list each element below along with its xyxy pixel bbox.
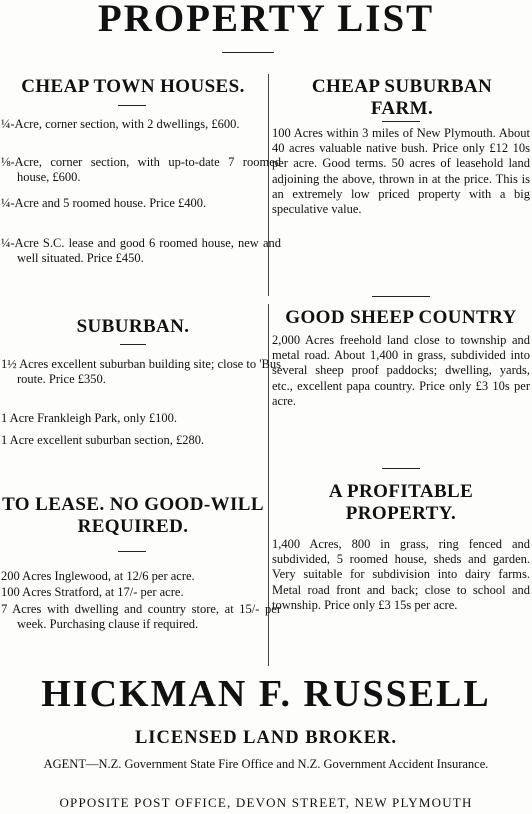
lease-listing: 7 Acres with dwelling and country store, at 15/- per week. Purchasing clause if required. bbox=[1, 602, 281, 632]
town-house-listing: ¼-Acre, corner section, with 2 dwellings, £600. bbox=[1, 117, 240, 131]
profitable-heading: A PROFITABLE PROPERTY. bbox=[328, 481, 474, 524]
town-houses-rule bbox=[118, 105, 146, 106]
lease-listing: 100 Acres Stratford, at 17/- per acre. bbox=[1, 585, 184, 599]
sheep-end-rule bbox=[382, 468, 420, 469]
suburban-listing: 1 Acre Frankleigh Park, only £100. bbox=[1, 411, 178, 425]
town-house-listing: ¼-Acre S.C. lease and good 6 roomed house, new and well situated. Price £450. bbox=[1, 236, 281, 266]
profitable-description: 1,400 Acres, 800 in grass, ring fenced and subdivided, 5 roomed house, sheds and garden. Very suitable for subdivision into dairy farms. Metal road front and back; close to school and township. Price only £3 15s per acre. bbox=[272, 537, 530, 612]
lease-rule bbox=[118, 551, 146, 552]
town-house-listing: ⅛-Acre, corner section, with up-to-date 7 roomed house, £600. bbox=[1, 155, 281, 185]
page-title: PROPERTY LIST bbox=[97, 0, 435, 40]
town-house-listing: ¼-Acre and 5 roomed house. Price £400. bbox=[1, 196, 207, 210]
lease-listing: 200 Acres Inglewood, at 12/6 per acre. bbox=[1, 569, 195, 583]
broker-occupation: LICENSED LAND BROKER. bbox=[134, 728, 398, 748]
lease-heading: TO LEASE. NO GOOD-WILL REQUIRED. bbox=[2, 494, 264, 537]
agent-line: AGENT—N.Z. Government State Fire Office and N.Z. Government Accident Insurance. bbox=[43, 757, 489, 771]
farm-heading: CHEAP SUBURBAN FARM. bbox=[311, 76, 493, 119]
broker-name: HICKMAN F. RUSSELL bbox=[41, 673, 491, 715]
suburban-listing: 1 Acre excellent suburban section, £280. bbox=[1, 433, 205, 447]
farm-end-rule bbox=[372, 296, 430, 297]
address-line: OPPOSITE POST OFFICE, DEVON STREET, NEW PLYMOUTH bbox=[59, 795, 473, 810]
suburban-listing: 1½ Acres excellent suburban building site; close to 'Bus route. Price £350. bbox=[1, 357, 281, 387]
title-rule bbox=[222, 52, 274, 53]
sheep-heading: GOOD SHEEP COUNTRY bbox=[285, 307, 517, 328]
farm-rule bbox=[382, 121, 420, 122]
town-houses-heading: CHEAP TOWN HOUSES. bbox=[21, 76, 245, 97]
suburban-heading: SUBURBAN. bbox=[76, 316, 190, 337]
sheep-description: 2,000 Acres freehold land close to township and metal road. About 1,400 in grass, subdivided into several sheep proof paddocks; dwelling, yards, etc., excellent papa country. Price only £3 10s per acre. bbox=[272, 333, 530, 408]
farm-description: 100 Acres within 3 miles of New Plymouth. About 40 acres valuable native bush. Price only £12 10s per acre. Good terms. 50 acres of leasehold land adjoining the above, thrown in at the price. This is an extremely low priced property with a big speculative value. bbox=[272, 126, 530, 217]
suburban-rule bbox=[120, 344, 146, 345]
